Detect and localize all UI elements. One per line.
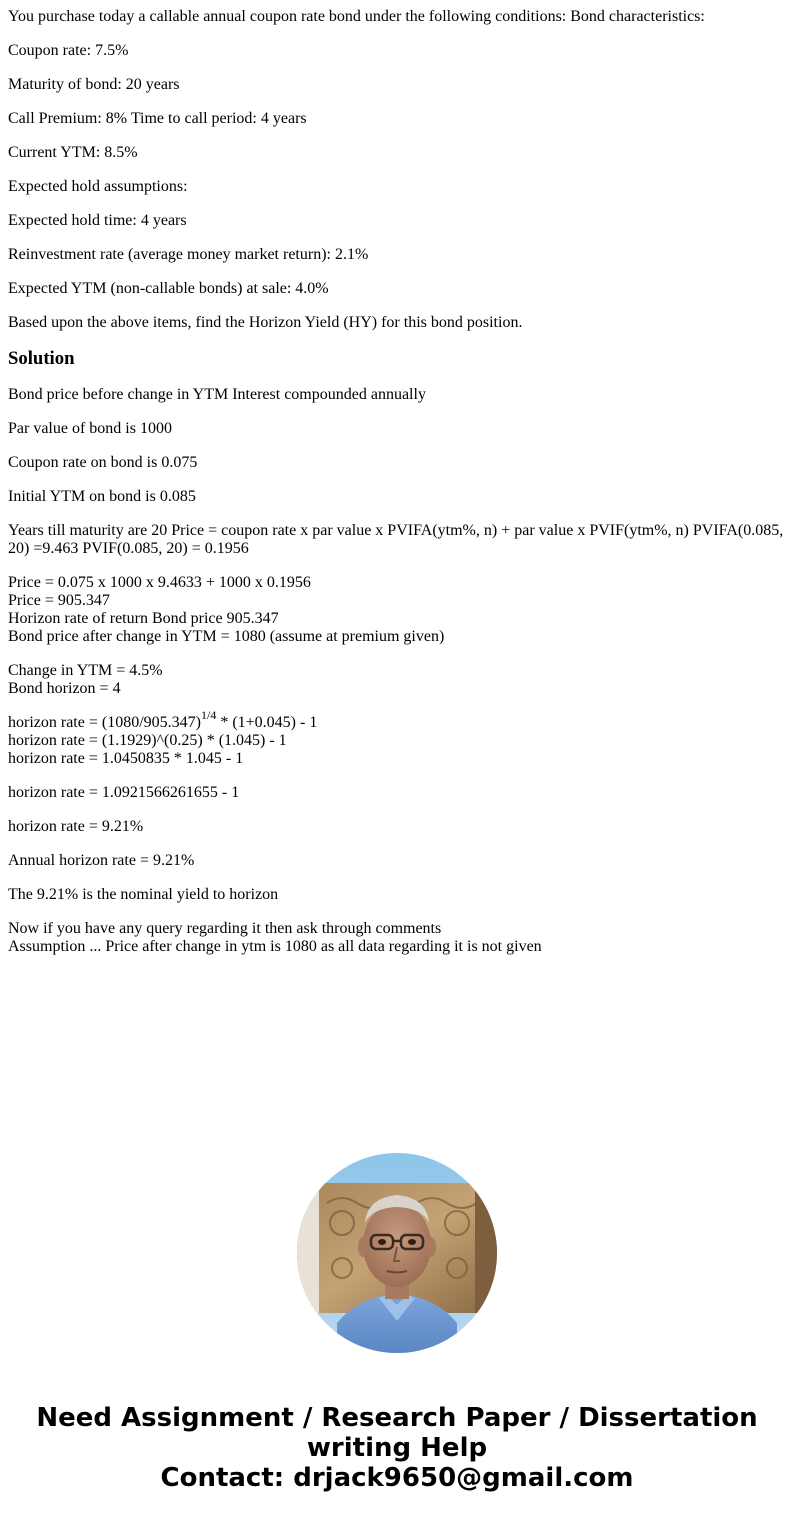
footer-contact: Contact: drjack9650@gmail.com — [160, 1463, 634, 1493]
solution-p1: Bond price before change in YTM Interest compounded annually — [8, 386, 426, 403]
solution-closing-block — [8, 920, 786, 956]
change-in-ytm-line: Change in YTM = 4.5% — [8, 662, 163, 679]
author-portrait-image — [297, 1153, 497, 1353]
horizon-step2-line: horizon rate = (1.1929)^(0.25) * (1.045) - 1 — [8, 732, 287, 749]
solution-price-block — [8, 574, 786, 646]
horizon-formula-base: horizon rate = (1080/905.347) — [8, 714, 201, 731]
question-intro: You purchase today a callable annual coupon rate bond under the following conditions: Bond characteristics: — [8, 8, 705, 25]
bond-price-after-line: Bond price after change in YTM = 1080 (assume at premium given) — [8, 628, 445, 645]
solution-p3: Coupon rate on bond is 0.075 — [8, 454, 198, 471]
document-body — [8, 8, 786, 972]
solution-p4: Initial YTM on bond is 0.085 — [8, 488, 196, 505]
solution-change-block — [8, 662, 786, 698]
footer-ad — [0, 1403, 794, 1493]
current-ytm: Current YTM: 8.5% — [8, 144, 138, 161]
price-formula-line: Price = 0.075 x 1000 x 9.4633 + 1000 x 0.1956 — [8, 574, 311, 591]
footer-line-2: writing Help — [306, 1433, 488, 1463]
horizon-formula-line — [8, 707, 318, 731]
reinvestment-rate: Reinvestment rate (average money market return): 2.1% — [8, 246, 369, 263]
coupon-rate: Coupon rate: 7.5% — [8, 42, 129, 59]
horizon-bond-price-line: Horizon rate of return Bond price 905.347 — [8, 610, 279, 627]
horizon-step3-line: horizon rate = 1.0450835 * 1.045 - 1 — [8, 750, 244, 767]
query-note-line: Now if you have any query regarding it then ask through comments — [8, 920, 442, 937]
question-task: Based upon the above items, find the Horizon Yield (HY) for this bond position. — [8, 314, 523, 331]
footer-line-1: Need Assignment / Research Paper / Dissertation — [36, 1403, 758, 1433]
solution-p9: horizon rate = 1.0921566261655 - 1 — [8, 784, 240, 801]
expected-hold-time: Expected hold time: 4 years — [8, 212, 187, 229]
call-premium: Call Premium: 8% Time to call period: 4 years — [8, 110, 307, 127]
bond-horizon-line: Bond horizon = 4 — [8, 680, 121, 697]
solution-p5: Years till maturity are 20 Price = coupon rate x par value x PVIFA(ytm%, n) + par value x PVIF(ytm%, n) PVIFA(0.085, 20) =9.463 PVIF(0.085, 20) = 0.1956 — [8, 522, 784, 557]
price-result-line: Price = 905.347 — [8, 592, 110, 609]
solution-horizon-block — [8, 707, 786, 768]
solution-p10: horizon rate = 9.21% — [8, 818, 144, 835]
horizon-formula-exponent: 1/4 — [200, 707, 217, 722]
solution-p12: The 9.21% is the nominal yield to horizon — [8, 886, 279, 903]
assumption-line: Assumption ... Price after change in ytm is 1080 as all data regarding it is not given — [8, 938, 542, 955]
solution-p2: Par value of bond is 1000 — [8, 420, 172, 437]
maturity: Maturity of bond: 20 years — [8, 76, 180, 93]
solution-heading: Solution — [8, 348, 75, 369]
author-avatar — [297, 1153, 497, 1353]
solution-p11: Annual horizon rate = 9.21% — [8, 852, 195, 869]
expected-ytm-sale: Expected YTM (non-callable bonds) at sale: 4.0% — [8, 280, 329, 297]
horizon-formula-rest: * (1+0.045) - 1 — [216, 714, 318, 731]
expected-hold-assumptions: Expected hold assumptions: — [8, 178, 188, 195]
